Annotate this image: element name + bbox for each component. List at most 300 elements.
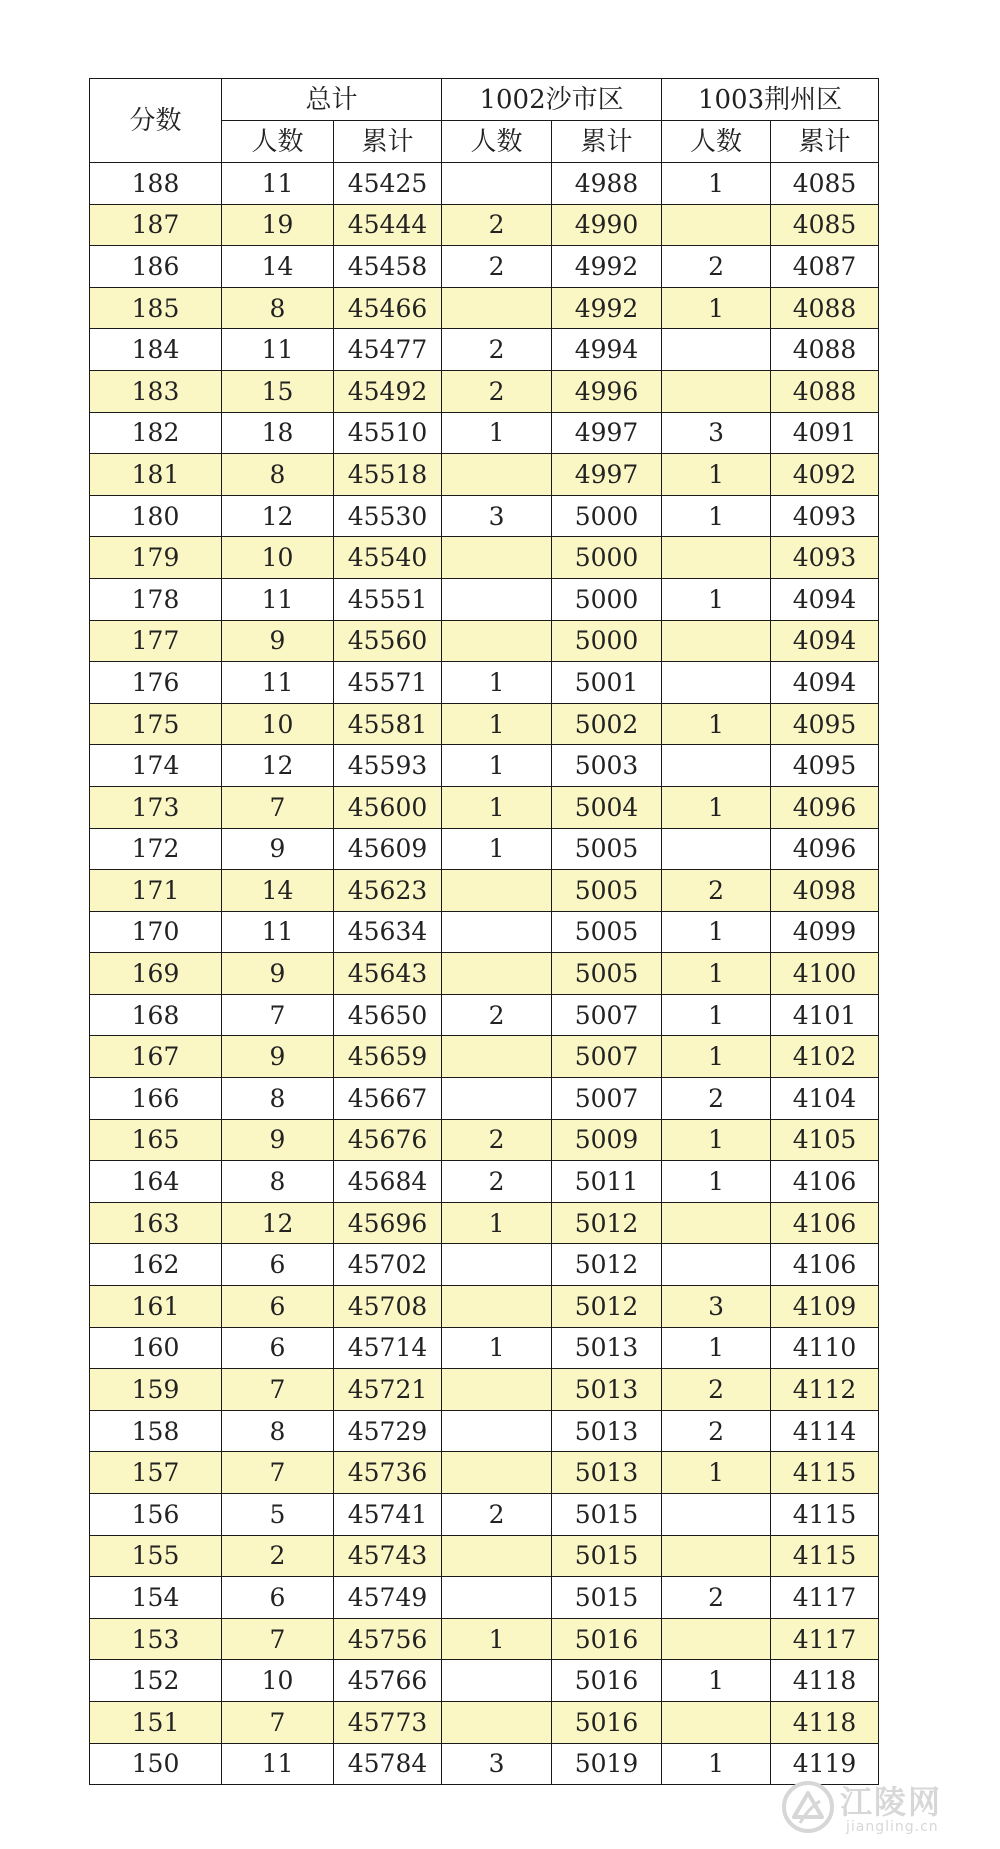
cell-total-count: 7: [222, 1369, 334, 1411]
table-row: [90, 953, 879, 995]
cell-score: 167: [90, 1036, 222, 1078]
cell-shashi-cumulative: 5001: [552, 662, 662, 704]
cell-score: 168: [90, 994, 222, 1036]
cell-score: 176: [90, 662, 222, 704]
cell-total-cumulative: 45659: [334, 1036, 442, 1078]
table-row: [90, 578, 879, 620]
table-row: [90, 786, 879, 828]
cell-score: 161: [90, 1286, 222, 1328]
cell-total-count: 7: [222, 786, 334, 828]
cell-total-cumulative: 45540: [334, 537, 442, 579]
cell-jingzhou-cumulative: 4102: [771, 1036, 879, 1078]
cell-total-cumulative: 45784: [334, 1743, 442, 1785]
cell-shashi-count: 1: [442, 745, 552, 787]
cell-jingzhou-cumulative: 4101: [771, 994, 879, 1036]
cell-shashi-count: [442, 1410, 552, 1452]
cell-total-cumulative: 45623: [334, 870, 442, 912]
cell-jingzhou-count: 1: [662, 287, 771, 329]
cell-jingzhou-count: 1: [662, 1327, 771, 1369]
watermark-title: 江陵网: [840, 1783, 943, 1821]
cell-total-cumulative: 45729: [334, 1410, 442, 1452]
table-row: [90, 1202, 879, 1244]
table-row: [90, 1494, 879, 1536]
cell-jingzhou-count: [662, 370, 771, 412]
cell-total-count: 19: [222, 204, 334, 246]
cell-jingzhou-count: [662, 1202, 771, 1244]
cell-shashi-count: 1: [442, 1327, 552, 1369]
cell-score: 166: [90, 1078, 222, 1120]
cell-jingzhou-count: 1: [662, 1161, 771, 1203]
cell-total-count: 7: [222, 994, 334, 1036]
cell-shashi-count: [442, 1701, 552, 1743]
cell-score: 155: [90, 1535, 222, 1577]
cell-jingzhou-cumulative: 4118: [771, 1701, 879, 1743]
cell-score: 179: [90, 537, 222, 579]
table-row: [90, 994, 879, 1036]
table-row: [90, 1244, 879, 1286]
cell-shashi-count: 2: [442, 1119, 552, 1161]
cell-score: 153: [90, 1618, 222, 1660]
cell-shashi-count: [442, 454, 552, 496]
cell-total-cumulative: 45736: [334, 1452, 442, 1494]
cell-shashi-cumulative: 5013: [552, 1327, 662, 1369]
cell-total-cumulative: 45773: [334, 1701, 442, 1743]
cell-total-count: 11: [222, 329, 334, 371]
cell-shashi-count: [442, 953, 552, 995]
cell-jingzhou-count: 1: [662, 1036, 771, 1078]
cell-jingzhou-cumulative: 4094: [771, 578, 879, 620]
cell-score: 173: [90, 786, 222, 828]
cell-jingzhou-cumulative: 4109: [771, 1286, 879, 1328]
cell-score: 172: [90, 828, 222, 870]
cell-total-count: 8: [222, 287, 334, 329]
table-row: [90, 745, 879, 787]
cell-total-count: 14: [222, 246, 334, 288]
table-row: [90, 620, 879, 662]
cell-score: 175: [90, 703, 222, 745]
cell-jingzhou-count: [662, 204, 771, 246]
cell-shashi-cumulative: 5005: [552, 828, 662, 870]
cell-total-count: 7: [222, 1618, 334, 1660]
table-row: [90, 911, 879, 953]
cell-jingzhou-cumulative: 4105: [771, 1119, 879, 1161]
cell-total-cumulative: 45708: [334, 1286, 442, 1328]
cell-jingzhou-count: 2: [662, 1577, 771, 1619]
cell-jingzhou-cumulative: 4088: [771, 287, 879, 329]
cell-shashi-count: 1: [442, 1618, 552, 1660]
cell-jingzhou-count: 2: [662, 870, 771, 912]
header-sub-cumulative: 累计: [771, 121, 879, 163]
cell-total-count: 15: [222, 370, 334, 412]
cell-shashi-count: 1: [442, 828, 552, 870]
cell-shashi-count: [442, 578, 552, 620]
cell-jingzhou-cumulative: 4095: [771, 745, 879, 787]
cell-total-count: 6: [222, 1327, 334, 1369]
cell-score: 183: [90, 370, 222, 412]
cell-jingzhou-count: 2: [662, 1369, 771, 1411]
cell-jingzhou-cumulative: 4085: [771, 163, 879, 205]
cell-total-count: 6: [222, 1286, 334, 1328]
table-row: [90, 828, 879, 870]
header-group-total: 总计: [222, 79, 442, 121]
cell-total-cumulative: 45714: [334, 1327, 442, 1369]
cell-score: 159: [90, 1369, 222, 1411]
table-row: [90, 454, 879, 496]
cell-jingzhou-count: 3: [662, 1286, 771, 1328]
table-row: [90, 1701, 879, 1743]
table-row: [90, 1119, 879, 1161]
cell-jingzhou-count: [662, 745, 771, 787]
cell-total-cumulative: 45560: [334, 620, 442, 662]
cell-shashi-count: [442, 1286, 552, 1328]
cell-jingzhou-cumulative: 4096: [771, 828, 879, 870]
cell-total-cumulative: 45634: [334, 911, 442, 953]
cell-shashi-cumulative: 5000: [552, 537, 662, 579]
cell-jingzhou-count: [662, 1494, 771, 1536]
table-header: [90, 79, 879, 163]
cell-shashi-count: [442, 537, 552, 579]
cell-shashi-cumulative: 5005: [552, 911, 662, 953]
cell-score: 187: [90, 204, 222, 246]
cell-total-cumulative: 45444: [334, 204, 442, 246]
cell-jingzhou-count: 1: [662, 495, 771, 537]
cell-total-cumulative: 45477: [334, 329, 442, 371]
cell-jingzhou-count: 1: [662, 911, 771, 953]
cell-total-cumulative: 45581: [334, 703, 442, 745]
cell-total-count: 5: [222, 1494, 334, 1536]
table-row: [90, 163, 879, 205]
cell-shashi-count: [442, 620, 552, 662]
cell-shashi-count: [442, 1244, 552, 1286]
cell-jingzhou-cumulative: 4085: [771, 204, 879, 246]
cell-jingzhou-cumulative: 4093: [771, 495, 879, 537]
cell-jingzhou-cumulative: 4115: [771, 1535, 879, 1577]
cell-score: 150: [90, 1743, 222, 1785]
cell-total-count: 9: [222, 953, 334, 995]
cell-jingzhou-count: 1: [662, 703, 771, 745]
header-sub-count: 人数: [442, 121, 552, 163]
cell-shashi-cumulative: 5015: [552, 1494, 662, 1536]
cell-jingzhou-count: 1: [662, 454, 771, 496]
cell-shashi-cumulative: 5000: [552, 578, 662, 620]
cell-total-count: 11: [222, 1743, 334, 1785]
cell-total-cumulative: 45667: [334, 1078, 442, 1120]
cell-shashi-cumulative: 5012: [552, 1286, 662, 1328]
cell-shashi-cumulative: 5000: [552, 495, 662, 537]
cell-total-cumulative: 45518: [334, 454, 442, 496]
table-row: [90, 1743, 879, 1785]
cell-score: 169: [90, 953, 222, 995]
cell-total-cumulative: 45676: [334, 1119, 442, 1161]
cell-score: 174: [90, 745, 222, 787]
cell-shashi-cumulative: 4988: [552, 163, 662, 205]
cell-shashi-count: 3: [442, 1743, 552, 1785]
cell-jingzhou-cumulative: 4098: [771, 870, 879, 912]
cell-score: 180: [90, 495, 222, 537]
cell-total-count: 14: [222, 870, 334, 912]
cell-total-cumulative: 45425: [334, 163, 442, 205]
cell-shashi-cumulative: 5002: [552, 703, 662, 745]
cell-jingzhou-count: [662, 1701, 771, 1743]
cell-jingzhou-count: 2: [662, 1410, 771, 1452]
cell-shashi-count: [442, 870, 552, 912]
cell-jingzhou-cumulative: 4095: [771, 703, 879, 745]
cell-score: 170: [90, 911, 222, 953]
cell-score: 181: [90, 454, 222, 496]
cell-shashi-cumulative: 5016: [552, 1701, 662, 1743]
cell-jingzhou-count: [662, 329, 771, 371]
cell-total-cumulative: 45510: [334, 412, 442, 454]
cell-total-cumulative: 45749: [334, 1577, 442, 1619]
cell-shashi-count: 2: [442, 994, 552, 1036]
cell-total-count: 2: [222, 1535, 334, 1577]
cell-jingzhou-count: 1: [662, 1743, 771, 1785]
table-row: [90, 1286, 879, 1328]
cell-shashi-count: [442, 1036, 552, 1078]
cell-total-count: 11: [222, 163, 334, 205]
cell-total-cumulative: 45530: [334, 495, 442, 537]
watermark-url: jiangling.cn: [846, 1819, 939, 1835]
cell-jingzhou-count: 1: [662, 1452, 771, 1494]
cell-score: 160: [90, 1327, 222, 1369]
cell-jingzhou-cumulative: 4104: [771, 1078, 879, 1120]
cell-total-cumulative: 45600: [334, 786, 442, 828]
table-row: [90, 662, 879, 704]
cell-jingzhou-count: [662, 1244, 771, 1286]
cell-score: 188: [90, 163, 222, 205]
table-row: [90, 495, 879, 537]
cell-total-count: 10: [222, 1660, 334, 1702]
cell-shashi-count: [442, 1452, 552, 1494]
cell-shashi-cumulative: 4994: [552, 329, 662, 371]
cell-shashi-count: 1: [442, 703, 552, 745]
cell-shashi-cumulative: 5015: [552, 1535, 662, 1577]
cell-jingzhou-cumulative: 4117: [771, 1577, 879, 1619]
cell-shashi-cumulative: 4990: [552, 204, 662, 246]
cell-score: 152: [90, 1660, 222, 1702]
cell-shashi-cumulative: 5005: [552, 953, 662, 995]
cell-jingzhou-cumulative: 4110: [771, 1327, 879, 1369]
cell-total-count: 8: [222, 1078, 334, 1120]
cell-shashi-cumulative: 5000: [552, 620, 662, 662]
cell-shashi-count: 3: [442, 495, 552, 537]
cell-jingzhou-cumulative: 4118: [771, 1660, 879, 1702]
cell-jingzhou-count: [662, 1535, 771, 1577]
table-row: [90, 1327, 879, 1369]
cell-jingzhou-count: 2: [662, 246, 771, 288]
cell-total-count: 8: [222, 1410, 334, 1452]
cell-total-count: 9: [222, 828, 334, 870]
cell-total-cumulative: 45571: [334, 662, 442, 704]
cell-score: 186: [90, 246, 222, 288]
cell-total-cumulative: 45650: [334, 994, 442, 1036]
table-row: [90, 412, 879, 454]
table-row: [90, 1036, 879, 1078]
cell-shashi-count: [442, 1577, 552, 1619]
table-row: [90, 870, 879, 912]
cell-shashi-count: [442, 1660, 552, 1702]
cell-jingzhou-cumulative: 4106: [771, 1161, 879, 1203]
table-row: [90, 1452, 879, 1494]
cell-total-cumulative: 45466: [334, 287, 442, 329]
cell-total-count: 12: [222, 745, 334, 787]
cell-total-cumulative: 45684: [334, 1161, 442, 1203]
score-table: [89, 78, 879, 1785]
cell-shashi-cumulative: 5012: [552, 1244, 662, 1286]
table-row: [90, 204, 879, 246]
cell-shashi-count: 2: [442, 329, 552, 371]
cell-shashi-cumulative: 4997: [552, 412, 662, 454]
cell-total-cumulative: 45721: [334, 1369, 442, 1411]
cell-jingzhou-count: 1: [662, 994, 771, 1036]
cell-jingzhou-count: 3: [662, 412, 771, 454]
cell-total-count: 8: [222, 1161, 334, 1203]
cell-score: 157: [90, 1452, 222, 1494]
cell-jingzhou-count: [662, 537, 771, 579]
table-row: [90, 1660, 879, 1702]
cell-score: 164: [90, 1161, 222, 1203]
cell-jingzhou-count: [662, 1618, 771, 1660]
cell-jingzhou-cumulative: 4115: [771, 1494, 879, 1536]
table-body: [90, 163, 879, 1785]
cell-score: 184: [90, 329, 222, 371]
cell-shashi-cumulative: 5007: [552, 1078, 662, 1120]
cell-shashi-cumulative: 5016: [552, 1660, 662, 1702]
cell-jingzhou-cumulative: 4106: [771, 1202, 879, 1244]
table-row: [90, 287, 879, 329]
cell-jingzhou-cumulative: 4091: [771, 412, 879, 454]
cell-shashi-cumulative: 4992: [552, 287, 662, 329]
cell-total-cumulative: 45696: [334, 1202, 442, 1244]
cell-total-cumulative: 45741: [334, 1494, 442, 1536]
cell-score: 162: [90, 1244, 222, 1286]
cell-jingzhou-count: 1: [662, 578, 771, 620]
cell-total-cumulative: 45593: [334, 745, 442, 787]
cell-jingzhou-cumulative: 4093: [771, 537, 879, 579]
cell-shashi-cumulative: 5007: [552, 994, 662, 1036]
cell-total-cumulative: 45609: [334, 828, 442, 870]
cell-jingzhou-cumulative: 4100: [771, 953, 879, 995]
cell-shashi-cumulative: 4997: [552, 454, 662, 496]
cell-total-cumulative: 45643: [334, 953, 442, 995]
cell-shashi-cumulative: 5015: [552, 1577, 662, 1619]
cell-jingzhou-count: 1: [662, 163, 771, 205]
cell-total-count: 9: [222, 620, 334, 662]
cell-shashi-count: 2: [442, 1494, 552, 1536]
cell-score: 185: [90, 287, 222, 329]
table-row: [90, 370, 879, 412]
table-row: [90, 246, 879, 288]
cell-total-cumulative: 45756: [334, 1618, 442, 1660]
cell-jingzhou-count: 1: [662, 1660, 771, 1702]
cell-total-count: 10: [222, 537, 334, 579]
cell-jingzhou-cumulative: 4117: [771, 1618, 879, 1660]
table-row: [90, 1410, 879, 1452]
cell-total-count: 9: [222, 1119, 334, 1161]
cell-shashi-cumulative: 5013: [552, 1452, 662, 1494]
cell-shashi-cumulative: 5019: [552, 1743, 662, 1785]
table-row: [90, 329, 879, 371]
cell-total-count: 7: [222, 1452, 334, 1494]
cell-score: 156: [90, 1494, 222, 1536]
cell-shashi-cumulative: 5011: [552, 1161, 662, 1203]
cell-jingzhou-cumulative: 4099: [771, 911, 879, 953]
table-row: [90, 1078, 879, 1120]
cell-shashi-count: [442, 163, 552, 205]
cell-score: 151: [90, 1701, 222, 1743]
cell-shashi-cumulative: 4996: [552, 370, 662, 412]
header-sub-cumulative: 累计: [334, 121, 442, 163]
cell-jingzhou-cumulative: 4087: [771, 246, 879, 288]
cell-jingzhou-cumulative: 4119: [771, 1743, 879, 1785]
cell-jingzhou-count: 2: [662, 1078, 771, 1120]
cell-jingzhou-cumulative: 4114: [771, 1410, 879, 1452]
cell-jingzhou-cumulative: 4112: [771, 1369, 879, 1411]
cell-jingzhou-cumulative: 4088: [771, 329, 879, 371]
cell-jingzhou-cumulative: 4088: [771, 370, 879, 412]
cell-total-count: 6: [222, 1244, 334, 1286]
cell-jingzhou-cumulative: 4092: [771, 454, 879, 496]
cell-score: 178: [90, 578, 222, 620]
table-row: [90, 1535, 879, 1577]
cell-shashi-cumulative: 5004: [552, 786, 662, 828]
cell-jingzhou-count: [662, 828, 771, 870]
cell-shashi-count: [442, 1369, 552, 1411]
cell-total-count: 9: [222, 1036, 334, 1078]
cell-score: 182: [90, 412, 222, 454]
jiangling-logo-icon: [780, 1779, 836, 1835]
cell-jingzhou-cumulative: 4115: [771, 1452, 879, 1494]
cell-total-count: 11: [222, 578, 334, 620]
cell-total-cumulative: 45458: [334, 246, 442, 288]
cell-total-count: 8: [222, 454, 334, 496]
cell-total-count: 7: [222, 1701, 334, 1743]
cell-total-count: 11: [222, 911, 334, 953]
cell-total-count: 11: [222, 662, 334, 704]
cell-shashi-cumulative: 5013: [552, 1410, 662, 1452]
header-group-shashi: 1002沙市区: [442, 79, 662, 121]
cell-shashi-cumulative: 5005: [552, 870, 662, 912]
cell-shashi-count: 2: [442, 1161, 552, 1203]
cell-score: 163: [90, 1202, 222, 1244]
cell-jingzhou-count: 1: [662, 786, 771, 828]
cell-jingzhou-count: [662, 662, 771, 704]
cell-jingzhou-cumulative: 4096: [771, 786, 879, 828]
cell-total-cumulative: 45743: [334, 1535, 442, 1577]
cell-shashi-cumulative: 4992: [552, 246, 662, 288]
cell-total-cumulative: 45492: [334, 370, 442, 412]
cell-score: 165: [90, 1119, 222, 1161]
table-row: [90, 1369, 879, 1411]
cell-jingzhou-count: 1: [662, 953, 771, 995]
table-row: [90, 537, 879, 579]
cell-shashi-count: [442, 1535, 552, 1577]
cell-jingzhou-count: [662, 620, 771, 662]
cell-total-cumulative: 45702: [334, 1244, 442, 1286]
cell-shashi-cumulative: 5009: [552, 1119, 662, 1161]
cell-total-count: 12: [222, 1202, 334, 1244]
watermark: [780, 1773, 980, 1843]
table-row: [90, 1577, 879, 1619]
cell-total-count: 10: [222, 703, 334, 745]
cell-shashi-count: 1: [442, 412, 552, 454]
cell-shashi-count: 1: [442, 662, 552, 704]
cell-shashi-count: 2: [442, 246, 552, 288]
header-sub-count: 人数: [662, 121, 771, 163]
cell-jingzhou-cumulative: 4106: [771, 1244, 879, 1286]
cell-shashi-count: [442, 911, 552, 953]
cell-total-cumulative: 45766: [334, 1660, 442, 1702]
